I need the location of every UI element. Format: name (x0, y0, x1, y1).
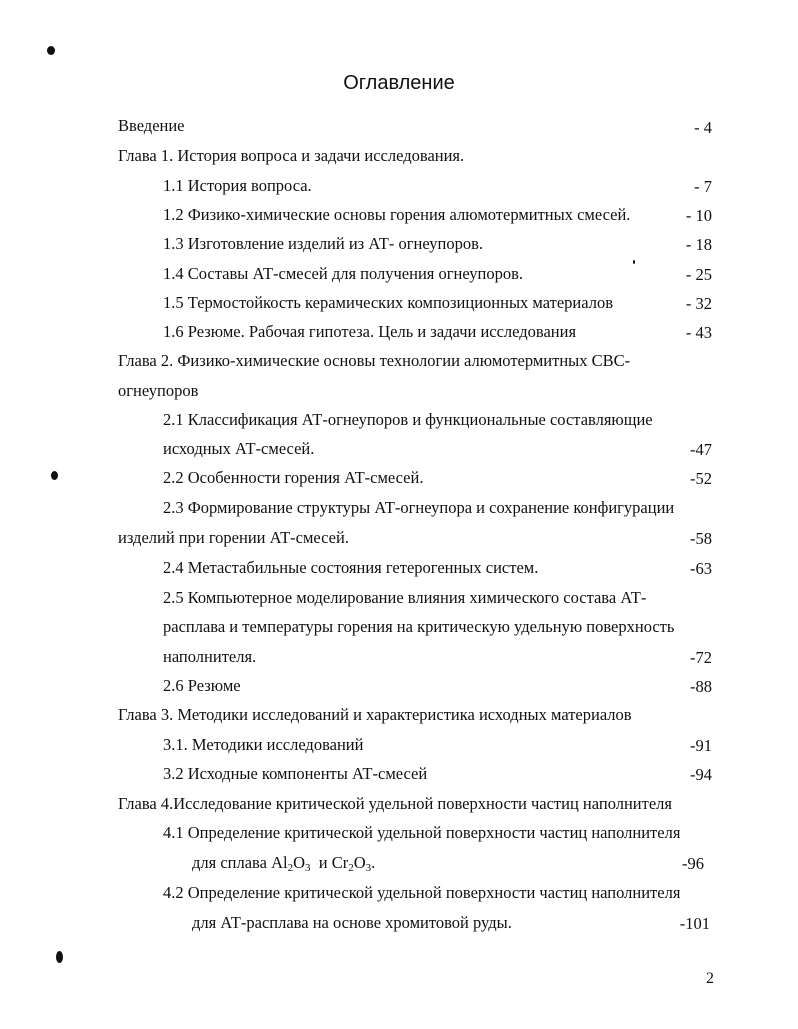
toc-entry-3-2: 3.2 Исходные компоненты АТ-смесей (163, 764, 428, 783)
subscript: 2 (287, 862, 294, 874)
page-title: Оглавление (343, 72, 455, 94)
scan-speck-small (633, 260, 635, 264)
toc-page-intro: - 4 (694, 118, 712, 137)
subscript: 2 (348, 862, 354, 874)
toc-page-2-4: -63 (690, 559, 712, 578)
toc-entry-2-6: 2.6 Резюме (163, 676, 241, 695)
toc-entry-1-4: 1.4 Составы АТ-смесей для получения огнеупоров. (163, 264, 524, 283)
toc-entry-2-3: 2.3 Формирование структуры АТ-огнеупора и сохранение конфигурации (163, 498, 675, 517)
toc-entry-4-2: 4.2 Определение критической удельной поверхности частиц наполнителя (163, 883, 681, 902)
toc-entry-2-4: 2.4 Метастабильные состояния гетерогенных систем. (163, 558, 539, 577)
toc-page-2-5: -72 (690, 648, 712, 667)
toc-page-3-1: -91 (690, 736, 712, 755)
page-number: 2 (706, 970, 714, 987)
toc-entry-2-1-cont: исходных АТ-смесей. (163, 439, 315, 458)
toc-page-2-3: -58 (690, 529, 712, 548)
toc-chapter-3: Глава 3. Методики исследований и характеристика исходных материалов (118, 705, 632, 724)
toc-entry-1-5: 1.5 Термостойкость керамических композиционных материалов (163, 293, 613, 312)
toc-entry-2-1: 2.1 Классификация АТ-огнеупоров и функциональные составляющие (163, 410, 653, 429)
toc-entry-4-1-cont (192, 852, 375, 874)
toc-entry-intro: Введение (118, 116, 185, 135)
text-part: O (353, 853, 366, 872)
toc-chapter-2-cont: огнеупоров (118, 381, 199, 400)
toc-chapter-1: Глава 1. История вопроса и задачи исследования. (118, 146, 465, 165)
toc-entry-2-2: 2.2 Особенности горения АТ-смесей. (163, 468, 424, 487)
toc-entry-3-1: 3.1. Методики исследований (163, 735, 364, 754)
toc-entry-4-2-cont: для АТ-расплава на основе хромитовой руды. (192, 913, 512, 932)
toc-entry-4-1: 4.1 Определение критической удельной поверхности частиц наполнителя (163, 823, 681, 842)
toc-entry-2-3-cont: изделий при горении АТ-смесей. (118, 528, 349, 547)
toc-page-2-1: -47 (690, 440, 712, 459)
subscript: 3 (305, 862, 311, 874)
toc-entry-1-1: 1.1 История вопроса. (163, 176, 312, 195)
text-part: и Cr (310, 853, 349, 872)
toc-page-2-2: -52 (690, 469, 712, 488)
toc-page-1-5: - 32 (685, 294, 712, 313)
scan-speck-top (47, 46, 55, 55)
toc-page-4-1: -96 (682, 854, 704, 873)
toc-entry-2-5-cont: расплава и температуры горения на критическую удельную поверхность (163, 617, 675, 636)
toc-entry-1-6: 1.6 Резюме. Рабочая гипотеза. Цель и задачи исследования (163, 322, 577, 341)
scan-speck-middle (51, 471, 58, 480)
scan-speck-bottom (56, 951, 63, 963)
text-part: для сплава Al (192, 853, 288, 872)
toc-entry-2-5: 2.5 Компьютерное моделирование влияния химического состава АТ- (163, 588, 647, 607)
toc-entry-1-2: 1.2 Физико-химические основы горения алюмотермитных смесей. (163, 205, 631, 224)
toc-page-1-4: - 25 (685, 265, 712, 284)
toc-page-1-6: - 43 (685, 323, 712, 342)
toc-entry-1-3: 1.3 Изготовление изделий из АТ- огнеупоров. (163, 234, 483, 253)
toc-page-2-6: -88 (690, 677, 712, 696)
text-part: O (293, 853, 305, 872)
subscript: 3 (365, 862, 372, 874)
toc-entry-2-5-cont2: наполнителя. (163, 647, 257, 666)
toc-page-3-2: -94 (690, 765, 712, 784)
toc-page-4-2: -101 (679, 914, 710, 933)
toc-chapter-4: Глава 4.Исследование критической удельной поверхности частиц наполнителя (118, 794, 672, 813)
toc-page-1-1: - 7 (694, 177, 712, 196)
toc-page-1-2: - 10 (685, 206, 712, 225)
toc-chapter-2: Глава 2. Физико-химические основы технологии алюмотермитных СВС- (118, 351, 631, 370)
text-part: . (371, 853, 376, 872)
toc-page-1-3: - 18 (685, 235, 712, 254)
